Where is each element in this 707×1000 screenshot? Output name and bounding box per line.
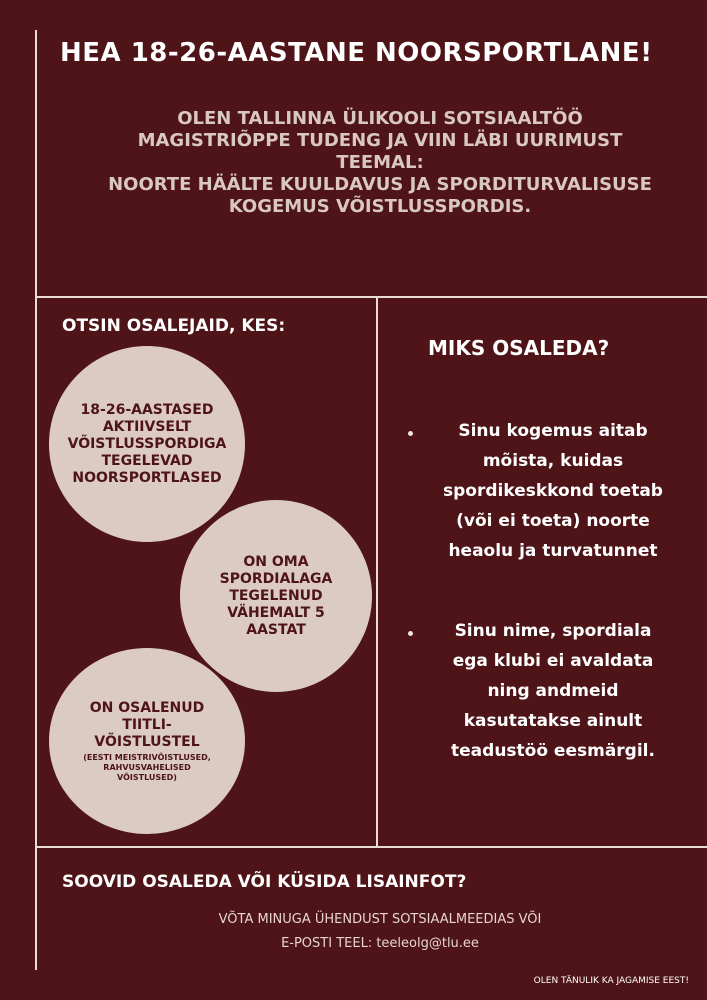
circle-line: NOORSPORTLASED (72, 469, 222, 486)
bullet-line: teadustöö eesmärgil. (451, 741, 655, 761)
intro-line: OLEN TALLINNA ÜLIKOOLI SOTSIAALTÖÖ (177, 108, 583, 129)
poster-title: HEA 18-26-AASTANE NOORSPORTLANE! (60, 38, 653, 68)
circle-note-line: (EESTI MEISTRIVÕISTLUSED, (83, 752, 211, 762)
reason-bullet-2 (418, 616, 688, 766)
intro-text (60, 108, 700, 218)
bullet-line: heaolu ja turvatunnet (448, 541, 658, 561)
left-vertical-divider (35, 30, 37, 970)
criteria-circle-age (49, 346, 245, 542)
bottom-horizontal-divider (35, 846, 707, 848)
circle-line: TEGELENUD (229, 587, 323, 604)
contact-heading: SOOVID OSALEDA VÕI KÜSIDA LISAINFOT? (62, 872, 467, 892)
bullet-line: spordikeskkond toetab (443, 481, 663, 501)
circle-line: AASTAT (246, 621, 306, 638)
circle-line: 18-26-AASTASED (80, 401, 214, 418)
top-horizontal-divider (35, 296, 707, 298)
criteria-circle-competitions (49, 648, 245, 834)
circle-line: VÄHEMALT 5 (227, 604, 325, 621)
bullet-line: (või ei toeta) noorte (456, 511, 650, 531)
circle-note-line: VÕISTLUSED) (117, 772, 177, 782)
circle-line: ON OMA (243, 553, 309, 570)
circle-line: SPORDIALAGA (219, 570, 333, 587)
intro-line: TEEMAL: (336, 152, 424, 173)
reason-bullet-1 (418, 416, 688, 566)
why-participate-heading: MIKS OSALEDA? (428, 336, 610, 360)
circle-line: ON OSALENUD (89, 699, 205, 716)
bullet-line: mõista, kuidas (482, 451, 624, 471)
circle-line: VÕISTLUSTEL (94, 733, 200, 750)
intro-line: KOGEMUS VÕISTLUSSPORDIS. (228, 196, 532, 217)
intro-line: NOORTE HÄÄLTE KUULDAVUS JA SPORDITURVALISUSE (108, 174, 652, 195)
circle-line: TIITLI- (122, 716, 172, 733)
circle-note-line: RAHVUSVAHELISED (103, 762, 191, 772)
bullet-dot-icon (408, 431, 413, 436)
participants-heading: OTSIN OSALEJAID, KES: (62, 316, 286, 336)
bullet-dot-icon (408, 631, 413, 636)
circle-line: VÕISTLUSSPORDIGA (67, 435, 227, 452)
contact-text (60, 908, 700, 956)
circle-line: AKTIIVSELT (102, 418, 192, 435)
footer-thanks: OLEN TÄNULIK KA JAGAMISE EEST! (533, 976, 689, 986)
bullet-line: Sinu nime, spordiala (454, 621, 652, 641)
criteria-circle-experience (180, 500, 372, 692)
circle-line: TEGELEVAD (101, 452, 193, 469)
bullet-line: ning andmeid (487, 681, 619, 701)
contact-email-line: E-POSTI TEEL: teeleolg@tlu.ee (281, 936, 479, 951)
bullet-line: kasutatakse ainult (463, 711, 643, 731)
bullet-line: ega klubi ei avaldata (452, 651, 654, 671)
intro-line: MAGISTRIÕPPE TUDENG JA VIIN LÄBI UURIMUST (137, 130, 623, 151)
middle-vertical-divider (376, 296, 378, 846)
contact-line: VÕTA MINUGA ÜHENDUST SOTSIAALMEEDIAS VÕI (218, 912, 542, 927)
bullet-line: Sinu kogemus aitab (458, 421, 648, 441)
